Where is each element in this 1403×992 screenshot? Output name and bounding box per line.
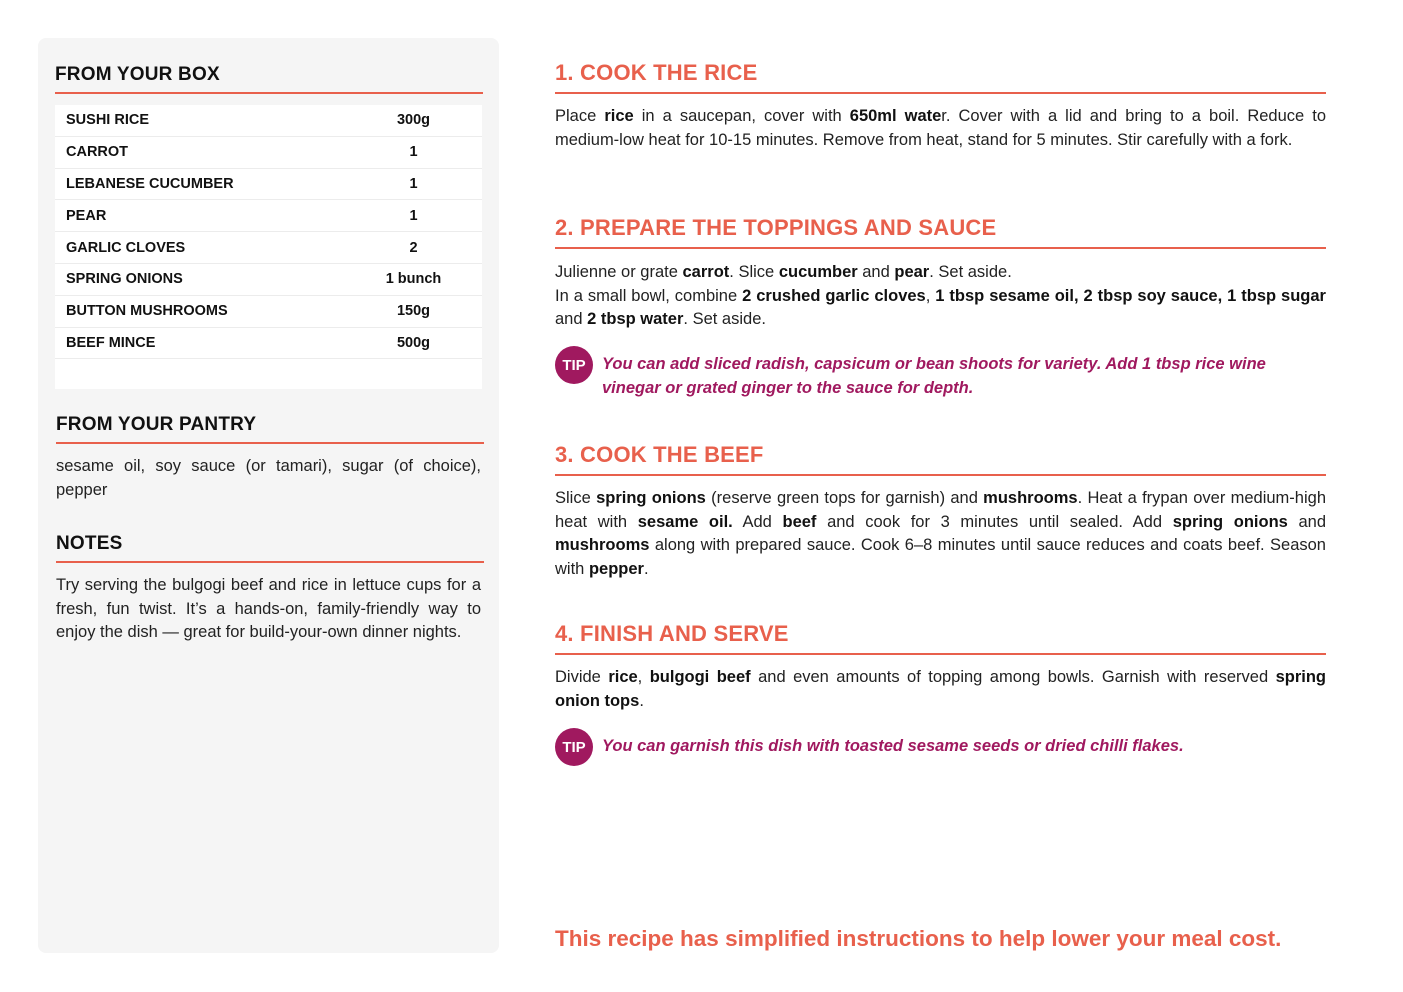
ingredient-name: BUTTON MUSHROOMS xyxy=(66,303,228,320)
from-your-box-heading: FROM YOUR BOX xyxy=(55,64,483,94)
table-row xyxy=(55,232,482,264)
tip-text: You can add sliced radish, capsicum or bean shoots for variety. Add 1 tbsp rice wine vinegar or grated ginger to the sauce for depth. xyxy=(602,355,1266,397)
table-row xyxy=(55,264,482,296)
table-row xyxy=(55,137,482,169)
step-3-heading: 3. COOK THE BEEF xyxy=(555,442,1326,476)
ingredient-qty: 150g xyxy=(396,303,431,320)
step-4-tip xyxy=(555,737,1326,766)
ingredient-name: GARLIC CLOVES xyxy=(66,239,186,256)
table-row xyxy=(55,328,482,360)
step-2-tip xyxy=(555,355,1326,400)
tip-badge: TIP xyxy=(555,346,593,384)
ingredient-qty: 500g xyxy=(396,334,431,351)
table-row xyxy=(55,296,482,328)
step-2-body: Julienne or grate carrot. Slice cucumber and pear. Set aside. In a small bowl, combine 2 crushed garlic cloves, 1 tbsp sesame oil, 2 tbsp soy sauce, 1 tbsp sugar and 2 tbsp water. Set aside. xyxy=(555,263,1326,328)
ingredient-name: BEEF MINCE xyxy=(66,334,156,351)
ingredient-name: SUSHI RICE xyxy=(66,112,149,129)
ingredient-qty: 1 bunch xyxy=(385,271,442,288)
ingredient-qty: 2 xyxy=(409,239,418,256)
ingredient-qty: 300g xyxy=(396,112,431,129)
ingredient-name: PEAR xyxy=(66,207,107,224)
from-your-pantry-heading: FROM YOUR PANTRY xyxy=(56,414,484,444)
table-row xyxy=(55,105,482,137)
table-row xyxy=(55,169,482,201)
notes-heading: NOTES xyxy=(56,533,484,563)
step-2-heading: 2. PREPARE THE TOPPINGS AND SAUCE xyxy=(555,215,1326,249)
ingredient-qty: 1 xyxy=(409,144,418,161)
tip-text: You can garnish this dish with toasted sesame seeds or dried chilli flakes. xyxy=(602,737,1184,755)
ingredient-name: CARROT xyxy=(66,144,129,161)
table-row xyxy=(55,200,482,232)
ingredient-name: LEBANESE CUCUMBER xyxy=(66,175,234,192)
step-1-body: Place rice in a saucepan, cover with 650ml water. Cover with a lid and bring to a boil. Reduce to medium-low heat for 10-15 minutes. Remove from heat, stand for 5 minutes. Stir carefully with a fork. xyxy=(555,107,1327,149)
tip-badge: TIP xyxy=(555,728,593,766)
step-4-body: Divide rice, bulgogi beef and even amounts of topping among bowls. Garnish with reserved spring onion tops. xyxy=(555,668,1326,710)
ingredient-name: SPRING ONIONS xyxy=(66,271,183,288)
ingredient-qty: 1 xyxy=(409,207,418,224)
pantry-text: sesame oil, soy sauce (or tamari), sugar (of choice), pepper xyxy=(56,457,481,499)
ingredients-sidebar xyxy=(38,38,499,953)
notes-text: Try serving the bulgogi beef and rice in lettuce cups for a fresh, fun twist. It’s a hands-on, family-friendly way to enjoy the dish — great for build-your-own dinner nights. xyxy=(56,576,481,641)
step-4-heading: 4. FINISH AND SERVE xyxy=(555,621,1326,655)
footer-note: This recipe has simplified instructions to help lower your meal cost. xyxy=(555,926,1282,951)
ingredient-qty: 1 xyxy=(409,175,418,192)
step-3-body: Slice spring onions (reserve green tops for garnish) and mushrooms. Heat a frypan over medium-high heat with sesame oil. Add beef and cook for 3 minutes until sealed. Add spring onions and mushrooms along with prepared sauce. Cook 6–8 minutes until sauce reduces and coats beef. Season with pepper. xyxy=(555,489,1326,578)
box-ingredients-table xyxy=(55,105,482,389)
step-1-heading: 1. COOK THE RICE xyxy=(555,60,1326,94)
